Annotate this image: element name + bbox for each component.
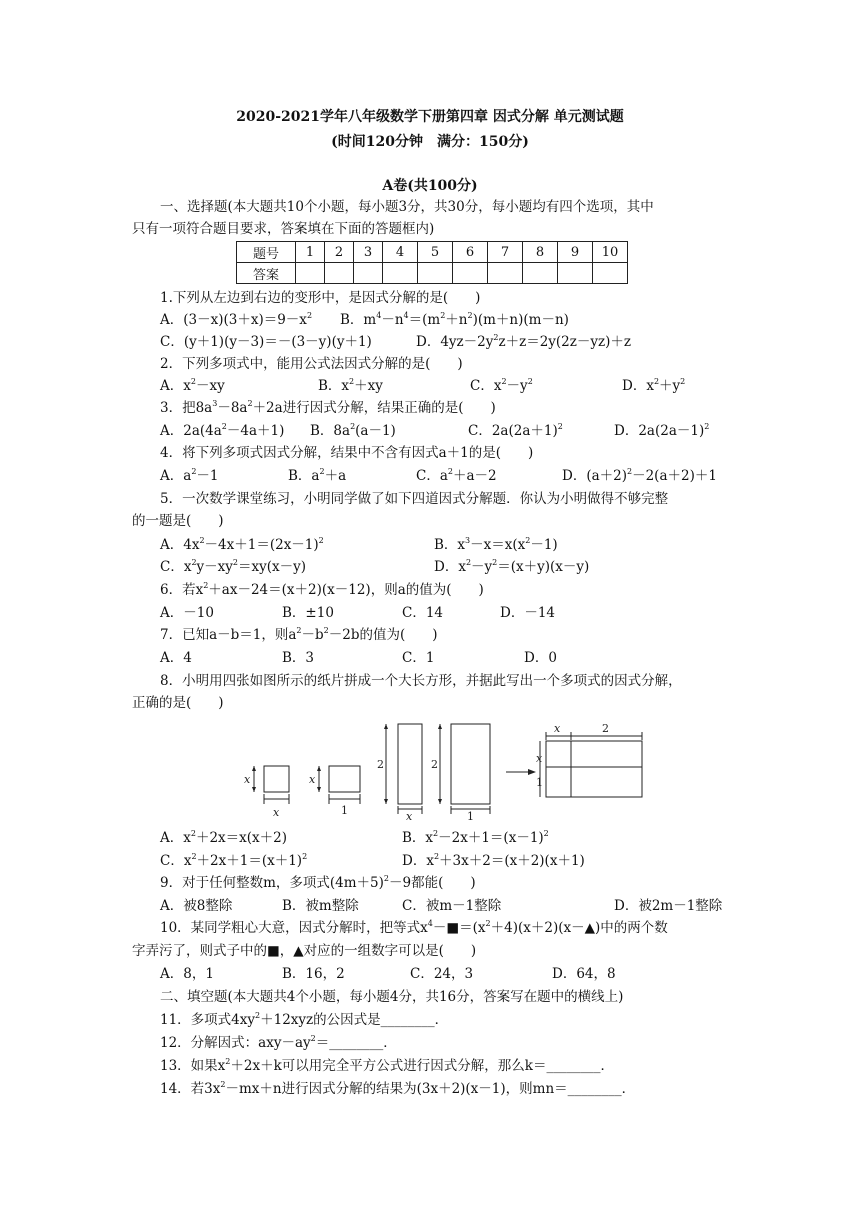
q8-stem-line1: 8．小明用四张如图所示的纸片拼成一个大长方形，并据此写出一个多项式的因式分解，: [160, 673, 682, 689]
q7-option-c: C．1: [402, 650, 435, 666]
fig-label-1: 1: [341, 804, 348, 817]
q2-option-d: D．$x^2+y^2$: [622, 377, 686, 394]
answer-cell[interactable]: [453, 263, 488, 284]
q9-option-a: A．被8整除: [160, 898, 233, 914]
table-cell: 10: [593, 242, 628, 263]
q13-stem: 13．如果$x^2+2x+k$可以用完全平方公式进行因式分解，那么k＝________．: [160, 1057, 614, 1074]
q14-stem: 14．若$3x^2-mx+n$进行因式分解的结果为(3x＋2)(x－1)，则mn＝________．: [160, 1080, 636, 1097]
q8-option-b: B．$x^2-2x+1=(x-1)^2$: [402, 829, 549, 846]
q8-stem-line2: 正确的是( ): [132, 695, 224, 711]
part1-heading-line2: 只有一项符合题目要求，答案填在下面的答题框内): [132, 221, 435, 237]
q11-stem: 11．多项式$4xy^2+12xyz$的公因式是________．: [160, 1011, 449, 1028]
table-cell: 3: [354, 242, 383, 263]
q8-option-c: C．$x^2+2x+1=(x+1)^2$: [160, 852, 308, 869]
table-cell: 2: [325, 242, 354, 263]
rect-x1-piece: [329, 766, 360, 792]
fig-label-2: 2: [602, 722, 609, 735]
fig-label-x: x: [536, 752, 543, 765]
q3-option-a: A．$2a(4a^2-4a+1)$: [160, 422, 285, 439]
part2-heading: 二、填空题(本大题共4个小题，每小题4分，共16分，答案写在题中的横线上): [160, 989, 624, 1005]
section-a-heading: A卷(共100分): [382, 178, 478, 194]
answer-cell[interactable]: [296, 263, 325, 284]
q12-stem: 12．分解因式：$axy-ay^2=\_\_\_\_\_\_\_\_$．: [160, 1034, 397, 1051]
q7-option-b: B．3: [282, 650, 315, 666]
q3-option-d: D．$2a(2a-1)^2$: [614, 422, 710, 439]
q2-stem: 2．下列多项式中，能用公式法因式分解的是( ): [160, 356, 463, 372]
q7-option-d: D．0: [524, 650, 557, 666]
q1-stem: 1.下列从左边到右边的变形中，是因式分解的是( ): [160, 290, 481, 306]
q4-option-a: A．$a^2-1$: [160, 467, 219, 484]
q9-option-d: D．被2m－1整除: [614, 898, 723, 914]
answer-cell[interactable]: [418, 263, 453, 284]
table-row: [237, 263, 628, 284]
answer-cell[interactable]: [523, 263, 558, 284]
fig-label-x: x: [273, 806, 280, 819]
q10-option-c: C．24，3: [410, 966, 474, 982]
q3-stem: 3．把$8a^3-8a^2+2a$进行因式分解，结果正确的是( ): [160, 399, 496, 416]
answer-cell[interactable]: [383, 263, 418, 284]
fig-label-x: x: [309, 773, 316, 786]
table-cell: 4: [383, 242, 418, 263]
q8-option-d: D．$x^2+3x+2=(x+2)(x+1)$: [402, 852, 585, 869]
answer-cell[interactable]: [558, 263, 593, 284]
q8-figure: [240, 716, 650, 820]
fig-label-x: x: [406, 810, 413, 820]
table-cell: 7: [488, 242, 523, 263]
q5-stem-line2: 的一题是( ): [132, 513, 224, 529]
q6-option-d: D．－14: [500, 605, 556, 621]
table-cell: 6: [453, 242, 488, 263]
rect-2x-piece: [398, 724, 422, 804]
q6-option-a: A．－10: [160, 605, 214, 621]
fig-label-x: x: [554, 722, 561, 735]
q9-stem: 9．对于任何整数m，多项式$(4m+5)^2-9$都能( ): [160, 874, 476, 891]
fig-label-2: 2: [377, 758, 384, 771]
q1-option-c: C．(y＋1)(y－3)＝－(3－y)(y＋1): [160, 334, 372, 350]
answer-table: [236, 241, 628, 284]
table-cell: 9: [558, 242, 593, 263]
q2-option-b: B．$x^2+xy$: [318, 377, 383, 394]
q9-option-c: C．被m－1整除: [402, 898, 502, 914]
q5-option-c: C．$x^2y-xy^2=xy(x-y)$: [160, 558, 307, 575]
q7-stem: 7．已知a－b＝1，则$a^2-b^2-2b$的值为( ): [160, 626, 438, 643]
q10-option-b: B．16，2: [282, 966, 345, 982]
rect-21-piece: [451, 724, 490, 804]
answer-cell[interactable]: [325, 263, 354, 284]
exam-subtitle: (时间120分钟 满分：150分): [331, 134, 529, 150]
q10-stem-line1: 10．某同学粗心大意，因式分解时，把等式$x^4-■=(x^2+4)(x+2)(x-▲)$中的两个数: [160, 919, 668, 936]
table-header-label: 题号: [237, 242, 296, 263]
q5-option-b: B．$x^3-x=x(x^2-1)$: [434, 536, 558, 553]
table-cell: 8: [523, 242, 558, 263]
q10-stem-line2: 字弄污了，则式子中的■，▲对应的一组数字可以是( ): [132, 943, 477, 959]
fig-label-1: 1: [467, 810, 474, 820]
q4-stem: 4．将下列多项式因式分解，结果中不含有因式a＋1的是( ): [160, 445, 534, 461]
combined-rect: [546, 741, 642, 797]
q3-option-b: B．$8a^2(a-1)$: [310, 422, 396, 439]
q6-stem: 6．若$x^2+ax-24=(x+2)(x-12)$，则a的值为( ): [160, 581, 484, 598]
exam-title: 2020-2021学年八年级数学下册第四章 因式分解 单元测试题: [236, 109, 624, 125]
fig-label-1: 1: [536, 776, 543, 789]
answer-cell[interactable]: [488, 263, 523, 284]
square-x-piece: [264, 766, 289, 792]
fig-label-x: x: [244, 773, 251, 786]
fig-label-2: 2: [431, 758, 438, 771]
q3-option-c: C．$2a(2a+1)^2$: [468, 422, 563, 439]
answer-cell[interactable]: [593, 263, 628, 284]
q7-option-a: A．4: [160, 650, 192, 666]
q4-option-c: C．$a^2+a-2$: [416, 467, 497, 484]
q2-option-c: C．$x^2-y^2$: [470, 377, 533, 394]
q8-option-a: A．$x^2+2x=x(x+2)$: [160, 829, 288, 846]
q2-option-a: A．$x^2-xy$: [160, 377, 225, 394]
q10-option-a: A．8，1: [160, 966, 214, 982]
table-cell: 5: [418, 242, 453, 263]
q1-option-a: A．$(3-x)(3+x)=9-x^2$: [160, 311, 313, 328]
table-row: [237, 242, 628, 263]
q6-option-b: B．±10: [282, 605, 334, 621]
table-answer-label: 答案: [237, 263, 296, 284]
q5-stem-line1: 5．一次数学课堂练习，小明同学做了如下四道因式分解题．你认为小明做得不够完整: [160, 491, 669, 507]
q6-option-c: C．14: [402, 605, 444, 621]
part1-heading-line1: 一、选择题(本大题共10个小题，每小题3分，共30分，每小题均有四个选项，其中: [160, 199, 654, 215]
q4-option-b: B．$a^2+a$: [288, 467, 347, 484]
table-cell: 1: [296, 242, 325, 263]
q1-option-d: D．$4yz-2y^2z+z=2y(2z-yz)+z$: [416, 333, 631, 350]
q4-option-d: D．$(a+2)^2-2(a+2)+1$: [562, 467, 717, 484]
q5-option-a: A．$4x^2-4x+1=(2x-1)^2$: [160, 536, 324, 553]
q10-option-d: D．64，8: [552, 966, 616, 982]
q9-option-b: B．被m整除: [282, 898, 359, 914]
q5-option-d: D．$x^2-y^2=(x+y)(x-y)$: [434, 558, 590, 575]
q1-option-b: B．$m^4-n^4=(m^2+n^2)(m+n)(m-n)$: [340, 311, 569, 328]
answer-cell[interactable]: [354, 263, 383, 284]
